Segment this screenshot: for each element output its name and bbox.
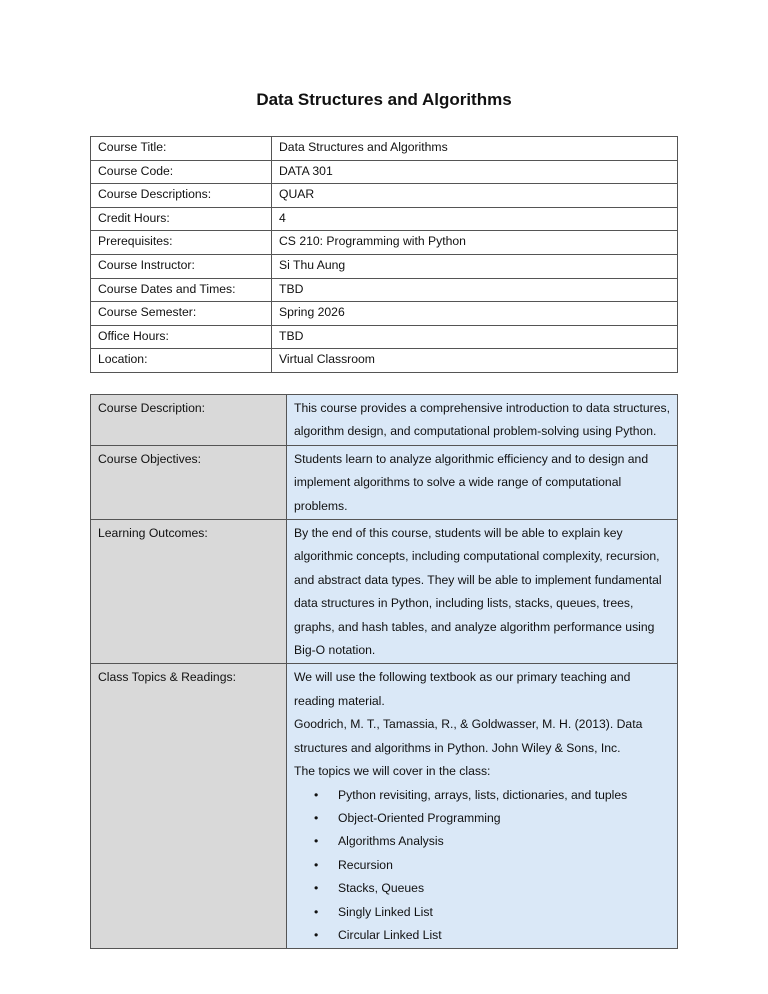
topic-text: Stacks, Queues	[338, 881, 425, 896]
course-info-table	[90, 136, 678, 373]
info-value: Si Thu Aung	[272, 254, 678, 278]
bullet-icon: •	[314, 787, 319, 802]
list-item	[294, 924, 670, 947]
info-label: Course Title:	[91, 137, 272, 161]
table-row	[91, 520, 678, 664]
objectives-label: Course Objectives:	[91, 445, 287, 519]
textbook-citation: Goodrich, M. T., Tamassia, R., & Goldwasser, M. H. (2013). Data structures and algorithms in Python. John Wiley & Sons, Inc.	[294, 717, 643, 755]
bullet-icon: •	[314, 834, 319, 849]
info-value: DATA 301	[272, 160, 678, 184]
topics-cell	[287, 664, 678, 949]
list-item	[294, 877, 670, 900]
table-row	[91, 278, 678, 302]
table-row	[91, 207, 678, 231]
info-label: Course Code:	[91, 160, 272, 184]
course-details-table	[90, 394, 678, 949]
topic-text: Circular Linked List	[338, 927, 442, 942]
outcomes-text: By the end of this course, students will be able to explain key algorithmic concepts, including computational complexity, recursion, and abstract data types. They will be able to implement fundamental data structures in Python, including lists, stacks, queues, trees, graphs, and hash tables, and analyze algorithm performance using Big-O notation.	[287, 520, 678, 664]
objectives-text: Students learn to analyze algorithmic efficiency and to design and implement algorithms to solve a wide range of computational problems.	[287, 445, 678, 519]
info-label: Course Semester:	[91, 302, 272, 326]
table-row	[91, 184, 678, 208]
info-label: Office Hours:	[91, 325, 272, 349]
bullet-icon: •	[314, 810, 319, 825]
info-label: Location:	[91, 349, 272, 373]
outcomes-label: Learning Outcomes:	[91, 520, 287, 664]
table-row	[91, 445, 678, 519]
list-item	[294, 784, 670, 807]
topics-label: Class Topics & Readings:	[91, 664, 287, 949]
table-row	[91, 325, 678, 349]
table-row	[91, 302, 678, 326]
table-row	[91, 231, 678, 255]
table-row	[91, 160, 678, 184]
topic-text: Python revisiting, arrays, lists, dictionaries, and tuples	[338, 787, 628, 802]
bullet-icon: •	[314, 927, 319, 942]
description-label: Course Description:	[91, 395, 287, 446]
list-item	[294, 854, 670, 877]
description-text: This course provides a comprehensive introduction to data structures, algorithm design, and computational problem-solving using Python.	[287, 395, 678, 446]
info-value: 4	[272, 207, 678, 231]
table-row	[91, 664, 678, 949]
list-item	[294, 807, 670, 830]
info-value: Spring 2026	[272, 302, 678, 326]
table-row	[91, 254, 678, 278]
list-item	[294, 901, 670, 924]
topic-text: Algorithms Analysis	[338, 834, 444, 849]
info-label: Prerequisites:	[91, 231, 272, 255]
list-item	[294, 830, 670, 853]
table-row	[91, 395, 678, 446]
topic-text: Object-Oriented Programming	[338, 810, 501, 825]
topic-text: Recursion	[338, 857, 393, 872]
table-row	[91, 349, 678, 373]
textbook-intro: We will use the following textbook as our primary teaching and reading material.	[294, 670, 631, 708]
info-label: Course Instructor:	[91, 254, 272, 278]
info-label: Credit Hours:	[91, 207, 272, 231]
info-label: Course Dates and Times:	[91, 278, 272, 302]
info-value: Virtual Classroom	[272, 349, 678, 373]
info-value: CS 210: Programming with Python	[272, 231, 678, 255]
info-label: Course Descriptions:	[91, 184, 272, 208]
bullet-icon: •	[314, 857, 319, 872]
bullet-icon: •	[314, 881, 319, 896]
info-value: Data Structures and Algorithms	[272, 137, 678, 161]
topic-text: Singly Linked List	[338, 904, 433, 919]
info-value: TBD	[272, 325, 678, 349]
document-title: Data Structures and Algorithms	[256, 90, 512, 109]
topics-list	[294, 784, 670, 948]
topics-list-intro: The topics we will cover in the class:	[294, 764, 491, 779]
bullet-icon: •	[314, 904, 319, 919]
info-value: TBD	[272, 278, 678, 302]
info-value: QUAR	[272, 184, 678, 208]
table-row	[91, 137, 678, 161]
